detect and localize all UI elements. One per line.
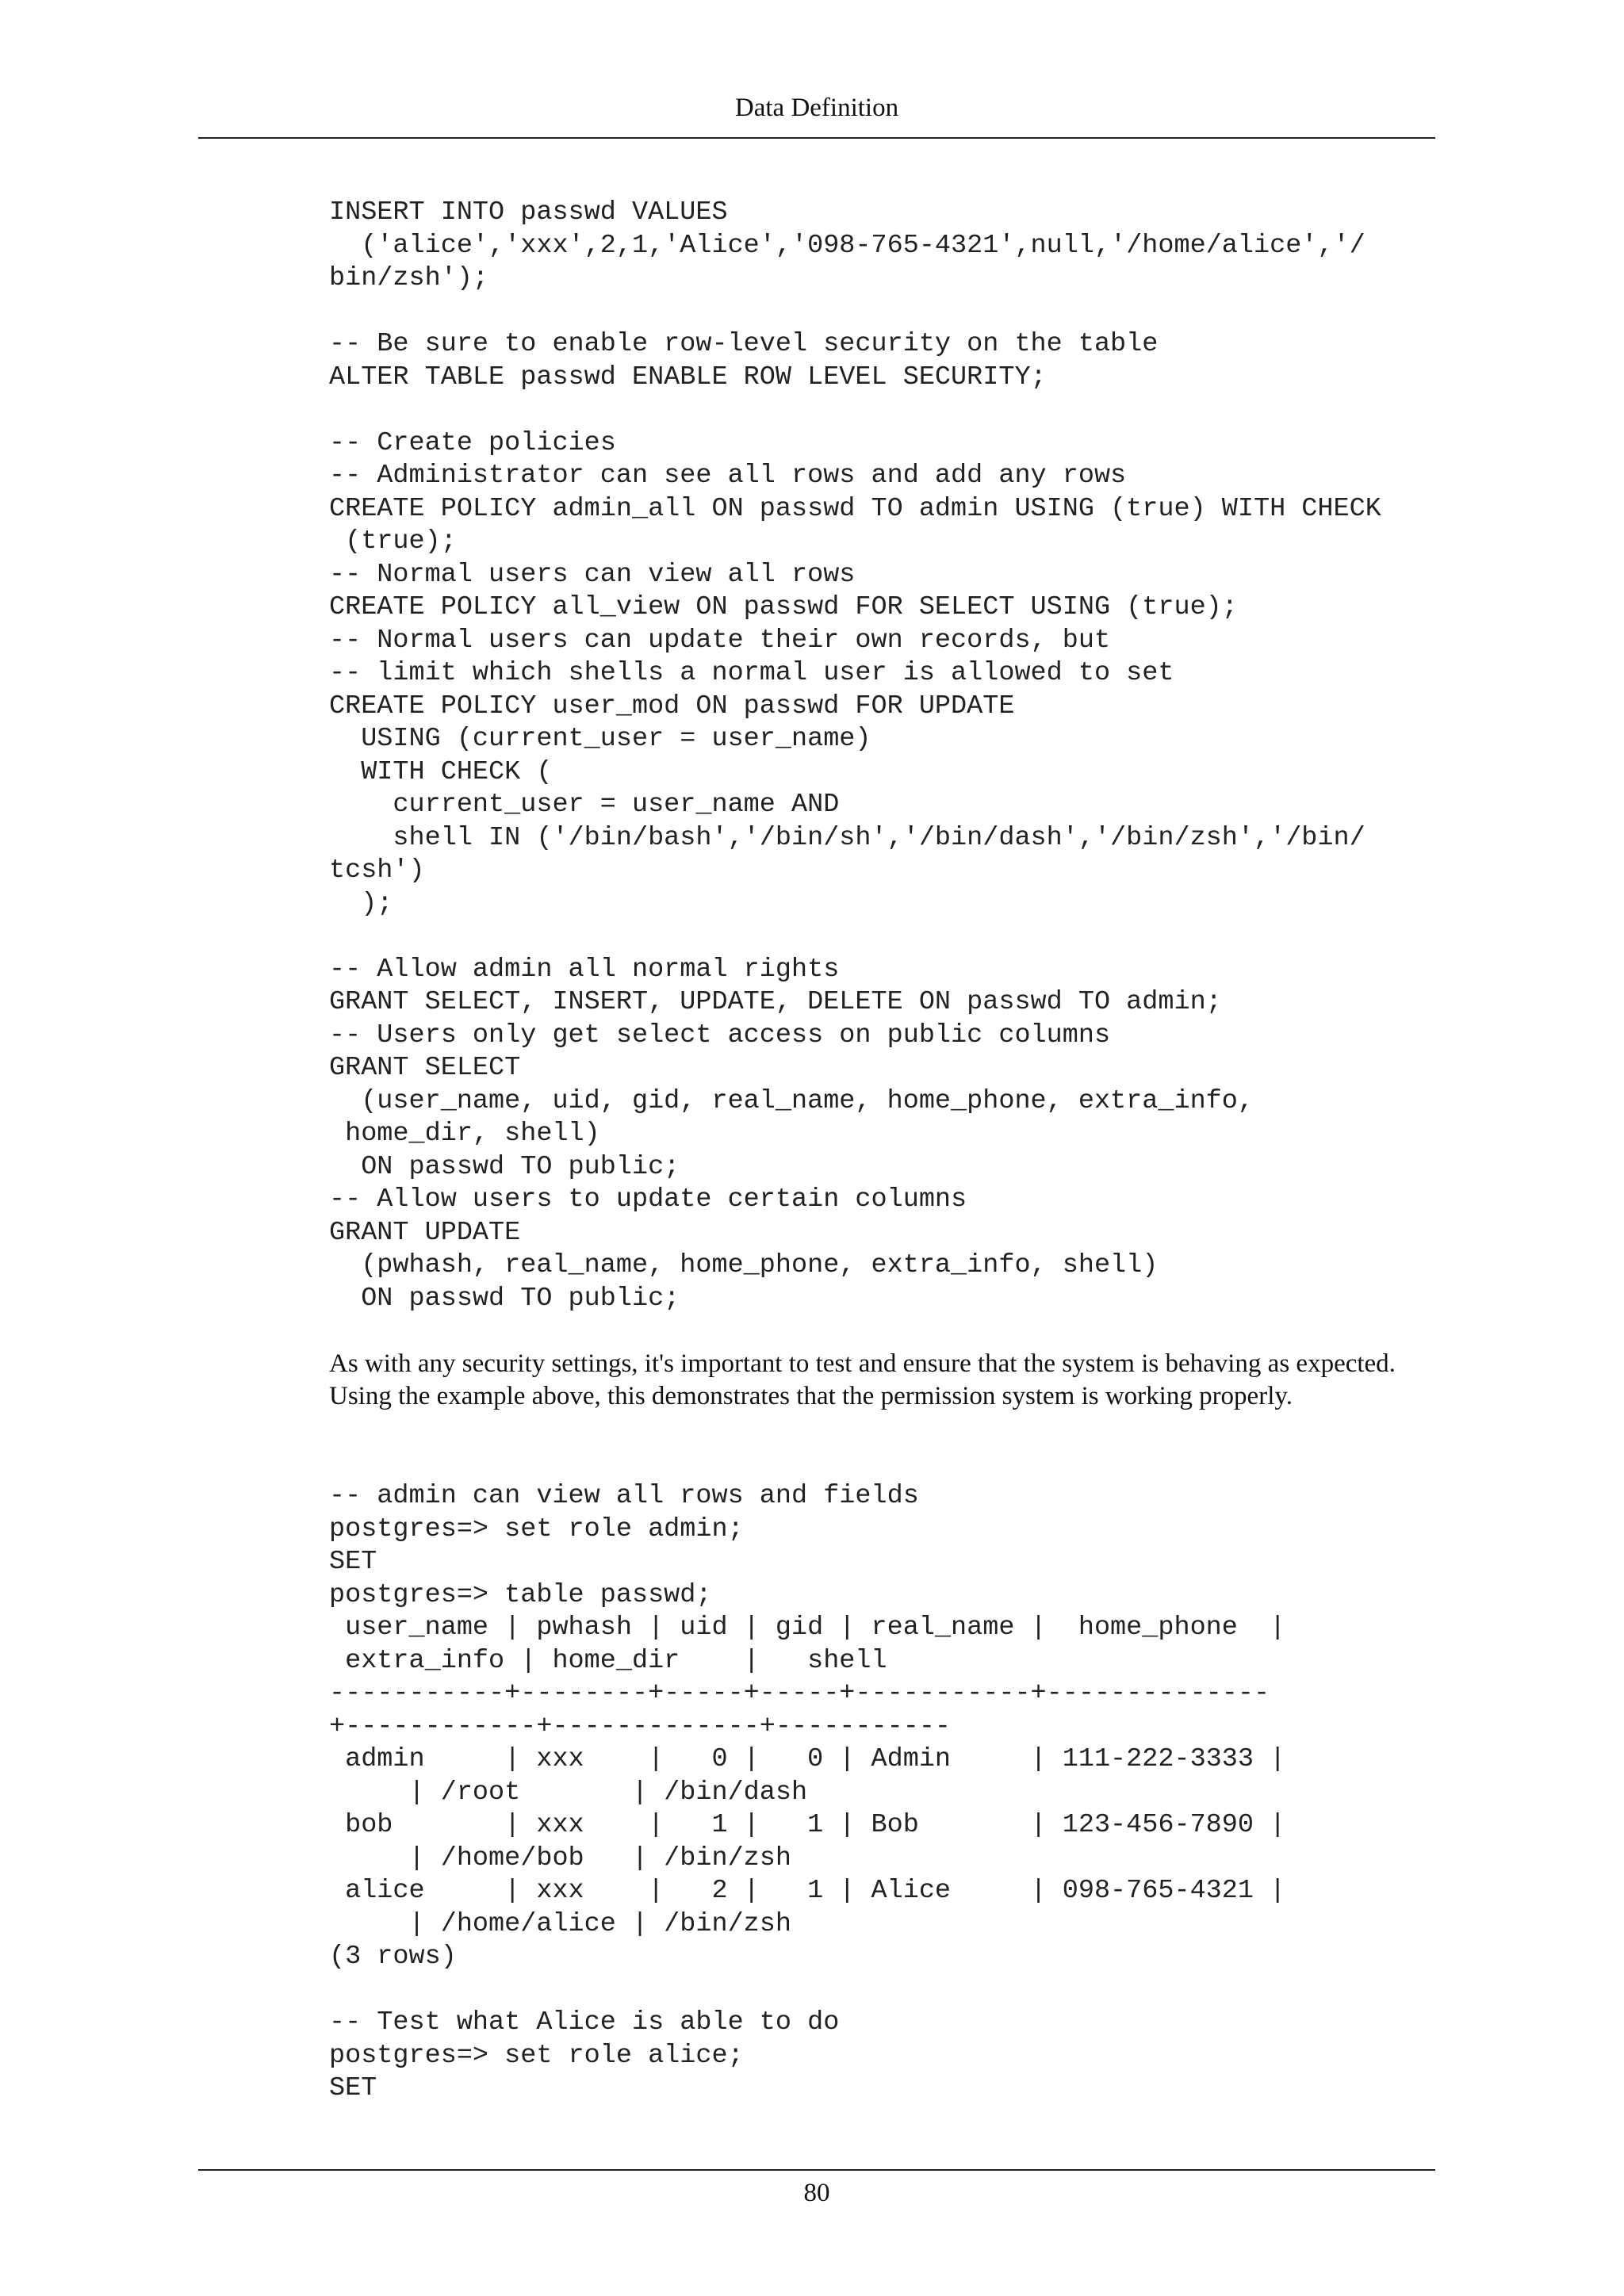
code-line: (true); (329, 526, 457, 557)
code-line: shell IN ('/bin/bash','/bin/sh','/bin/dash','/bin/zsh','/bin/ (329, 822, 1365, 853)
footer-rule (198, 2169, 1435, 2171)
code-line: postgres=> set role admin; (329, 1513, 744, 1544)
code-line: bin/zsh'); (329, 263, 489, 293)
code-line: CREATE POLICY admin_all ON passwd TO admin USING (true) WITH CHECK (329, 493, 1381, 524)
code-line: ('alice','xxx',2,1,'Alice','098-765-4321',null,'/home/alice','/ (329, 230, 1365, 261)
code-line: GRANT SELECT (329, 1053, 521, 1083)
code-line: -- Users only get select access on public columns (329, 1020, 1111, 1050)
code-line: -- limit which shells a normal user is allowed to set (329, 658, 1174, 688)
code-line: extra_info | home_dir | shell (329, 1645, 887, 1676)
code-line: -- Allow users to update certain columns (329, 1184, 967, 1215)
header-rule (198, 137, 1435, 139)
code-line: postgres=> table passwd; (329, 1579, 712, 1610)
code-line: (3 rows) (329, 1942, 457, 1972)
code-line: SET (329, 1547, 377, 1577)
running-header: Data Definition (734, 94, 899, 122)
code-line: -- Create policies (329, 427, 616, 458)
code-line: CREATE POLICY user_mod ON passwd FOR UPDATE (329, 691, 1015, 721)
code-line: USING (current_user = user_name) (329, 724, 871, 754)
code-line: postgres=> set role alice; (329, 2040, 744, 2071)
code-line: tcsh') (329, 855, 425, 886)
code-line: CREATE POLICY all_view ON passwd FOR SELECT USING (true); (329, 592, 1238, 622)
code-line: | /home/bob | /bin/zsh (329, 1843, 791, 1873)
code-line: -- Administrator can see all rows and add any rows (329, 461, 1127, 491)
code-line: -- Allow admin all normal rights (329, 954, 840, 985)
code-line: -- Test what Alice is able to do (329, 2007, 840, 2038)
code-line: ); (329, 888, 393, 919)
code-line: | /root | /bin/dash (329, 1777, 808, 1808)
code-line: WITH CHECK ( (329, 756, 553, 787)
code-line: ALTER TABLE passwd ENABLE ROW LEVEL SECURITY; (329, 362, 1047, 392)
body-paragraph: As with any security settings, it's important to test and ensure that the system is behaving as expected. Using the example above, this demonstrates that the permission system is working properly. (329, 1349, 1396, 1410)
code-line: GRANT UPDATE (329, 1217, 521, 1248)
code-line: GRANT SELECT, INSERT, UPDATE, DELETE ON passwd TO admin; (329, 987, 1222, 1017)
code-line: user_name | pwhash | uid | gid | real_name | home_phone | (329, 1613, 1286, 1643)
code-line: INSERT INTO passwd VALUES (329, 197, 728, 228)
code-line: bob | xxx | 1 | 1 | Bob | 123-456-7890 | (329, 1810, 1286, 1840)
code-line: -- Normal users can view all rows (329, 559, 856, 590)
code-line: home_dir, shell) (329, 1119, 600, 1149)
code-line: alice | xxx | 2 | 1 | Alice | 098-765-4321 | (329, 1876, 1286, 1906)
code-line: ON passwd TO public; (329, 1151, 680, 1182)
code-line: current_user = user_name AND (329, 790, 840, 820)
code-line: -- Normal users can update their own records, but (329, 625, 1111, 656)
code-line: -----------+--------+-----+-----+-----------+-------------- (329, 1678, 1270, 1709)
code-line: -- Be sure to enable row-level security on the table (329, 329, 1159, 359)
code-line: | /home/alice | /bin/zsh (329, 1908, 791, 1939)
code-line: -- admin can view all rows and fields (329, 1481, 919, 1511)
code-line: (user_name, uid, gid, real_name, home_phone, extra_info, (329, 1085, 1254, 1116)
code-line: admin | xxx | 0 | 0 | Admin | 111-222-3333 | (329, 1744, 1286, 1774)
page-number: 80 (803, 2179, 830, 2207)
sql-code-block-policies (329, 197, 1381, 1315)
sql-code-block-session (329, 1480, 1285, 2106)
code-line: SET (329, 2073, 377, 2103)
code-line: ON passwd TO public; (329, 1283, 680, 1314)
code-line: +------------+-------------+----------- (329, 1711, 952, 1742)
code-line: (pwhash, real_name, home_phone, extra_info, shell) (329, 1250, 1159, 1280)
